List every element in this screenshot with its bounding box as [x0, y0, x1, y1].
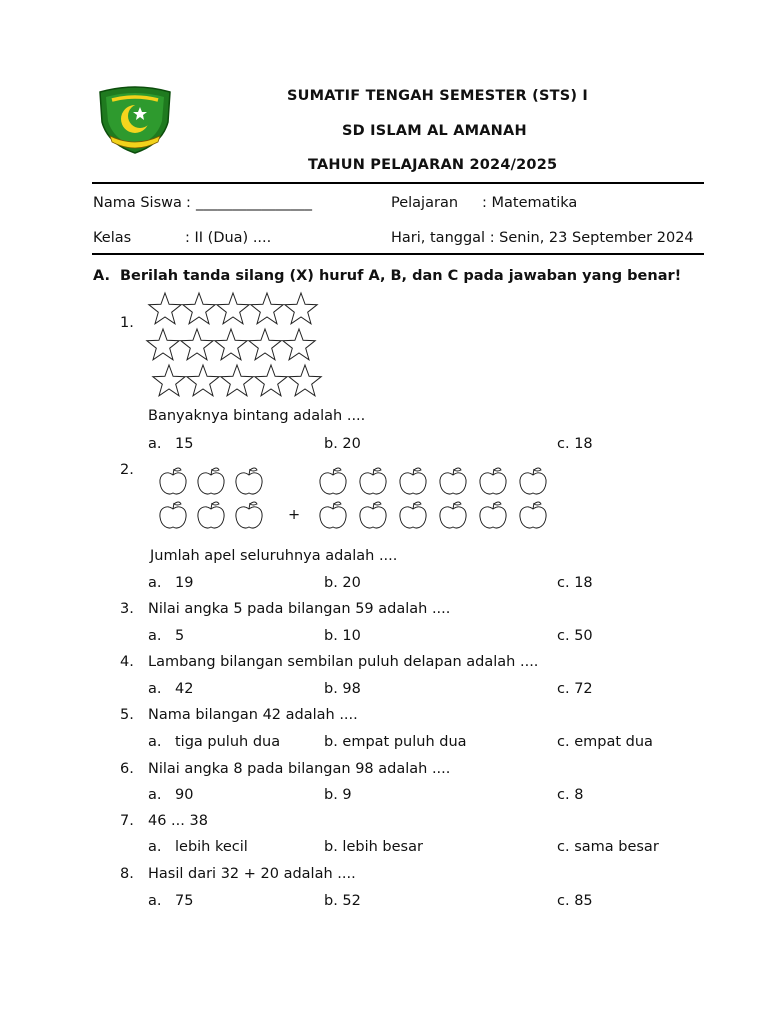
option-a[interactable]: lebih kecil	[175, 839, 248, 855]
question-number: 2.	[120, 462, 134, 478]
apple-icon	[400, 468, 426, 494]
option-a[interactable]: 42	[175, 681, 194, 697]
star-icon	[251, 293, 283, 324]
question-text: Lambang bilangan sembilan puluh delapan adalah ....	[148, 654, 539, 670]
school-name: SD ISLAM AL AMANAH	[342, 123, 527, 139]
option-a-letter: a.	[148, 893, 162, 909]
question-number: 3.	[120, 601, 134, 617]
option-c[interactable]: c. sama besar	[557, 839, 659, 855]
option-a-letter: a.	[148, 575, 162, 591]
apple-icon	[160, 468, 186, 494]
apple-icon	[360, 502, 386, 528]
question-text: 46 ... 38	[148, 813, 208, 829]
question-number: 7.	[120, 813, 134, 829]
nama-siswa-label: Nama Siswa	[93, 195, 182, 211]
star-icon	[147, 329, 179, 360]
option-c[interactable]: c. 18	[557, 575, 593, 591]
option-b[interactable]: b. 10	[324, 628, 361, 644]
option-b[interactable]: b. empat puluh dua	[324, 734, 467, 750]
star-icon	[181, 329, 213, 360]
option-c[interactable]: c. 85	[557, 893, 593, 909]
option-a[interactable]: tiga puluh dua	[175, 734, 281, 750]
option-b[interactable]: b. 20	[324, 575, 361, 591]
plus-operator: +	[288, 507, 301, 523]
star-icon	[215, 329, 247, 360]
academic-year: TAHUN PELAJARAN 2024/2025	[308, 157, 558, 173]
star-icon	[255, 365, 287, 396]
apple-icon	[198, 468, 224, 494]
star-icon	[285, 293, 317, 324]
section-letter: A.	[93, 268, 110, 284]
option-a-letter: a.	[148, 436, 162, 452]
option-a-letter: a.	[148, 787, 162, 803]
star-icon	[249, 329, 281, 360]
star-icon	[153, 365, 185, 396]
star-icon	[149, 293, 181, 324]
apple-icon	[440, 502, 466, 528]
hari-tanggal: Hari, tanggal : Senin, 23 September 2024	[391, 230, 694, 246]
apples-figure	[150, 460, 550, 535]
option-b[interactable]: b. lebih besar	[324, 839, 423, 855]
option-c[interactable]: c. 8	[557, 787, 584, 803]
option-b[interactable]: b. 98	[324, 681, 361, 697]
apple-icon	[480, 502, 506, 528]
option-c[interactable]: c. 50	[557, 628, 593, 644]
apple-icon	[320, 468, 346, 494]
star-icon	[183, 293, 215, 324]
option-a[interactable]: 5	[175, 628, 185, 644]
option-a-letter: a.	[148, 734, 162, 750]
exam-title: SUMATIF TENGAH SEMESTER (STS) I	[287, 88, 589, 104]
option-a[interactable]: 15	[175, 436, 194, 452]
apple-icon	[440, 468, 466, 494]
pelajaran-value: : Matematika	[482, 195, 578, 211]
apple-icon	[320, 502, 346, 528]
question-number: 8.	[120, 866, 134, 882]
question-text: Banyaknya bintang adalah ....	[148, 408, 366, 424]
question-number: 4.	[120, 654, 134, 670]
star-icon	[187, 365, 219, 396]
apple-icon	[198, 502, 224, 528]
header-divider-bottom	[92, 253, 704, 255]
apple-icon	[236, 468, 262, 494]
question-text: Jumlah apel seluruhnya adalah ....	[150, 548, 398, 564]
star-icon	[221, 365, 253, 396]
stars-figure	[140, 290, 340, 400]
option-c[interactable]: c. 72	[557, 681, 593, 697]
apple-icon	[160, 502, 186, 528]
question-text: Hasil dari 32 + 20 adalah ....	[148, 866, 356, 882]
option-a[interactable]: 75	[175, 893, 194, 909]
question-number: 1.	[120, 315, 134, 331]
nama-siswa-colon: :	[186, 195, 191, 211]
option-a-letter: a.	[148, 628, 162, 644]
kelas-label: Kelas	[93, 230, 132, 246]
nama-siswa-field[interactable]: ________________	[196, 195, 312, 211]
option-c[interactable]: c. 18	[557, 436, 593, 452]
question-text: Nama bilangan 42 adalah ....	[148, 707, 358, 723]
section-instruction: Berilah tanda silang (X) huruf A, B, dan C pada jawaban yang benar!	[120, 268, 682, 284]
question-text: Nilai angka 5 pada bilangan 59 adalah ....	[148, 601, 451, 617]
apple-icon	[236, 502, 262, 528]
star-icon	[283, 329, 315, 360]
option-b[interactable]: b. 52	[324, 893, 361, 909]
school-emblem-crescent-star-icon	[96, 84, 174, 154]
apple-icon	[400, 502, 426, 528]
option-a[interactable]: 19	[175, 575, 194, 591]
option-b[interactable]: b. 20	[324, 436, 361, 452]
apple-icon	[480, 468, 506, 494]
option-a[interactable]: 90	[175, 787, 194, 803]
option-a-letter: a.	[148, 839, 162, 855]
header-divider-top	[92, 182, 704, 184]
option-c[interactable]: c. empat dua	[557, 734, 653, 750]
star-icon	[217, 293, 249, 324]
option-b[interactable]: b. 9	[324, 787, 352, 803]
pelajaran-label: Pelajaran	[391, 195, 459, 211]
apple-icon	[360, 468, 386, 494]
option-a-letter: a.	[148, 681, 162, 697]
apple-icon	[520, 468, 546, 494]
star-icon	[289, 365, 321, 396]
apple-icon	[520, 502, 546, 528]
question-number: 5.	[120, 707, 134, 723]
question-number: 6.	[120, 761, 134, 777]
question-text: Nilai angka 8 pada bilangan 98 adalah ....	[148, 761, 451, 777]
kelas-value: : II (Dua) ....	[185, 230, 272, 246]
